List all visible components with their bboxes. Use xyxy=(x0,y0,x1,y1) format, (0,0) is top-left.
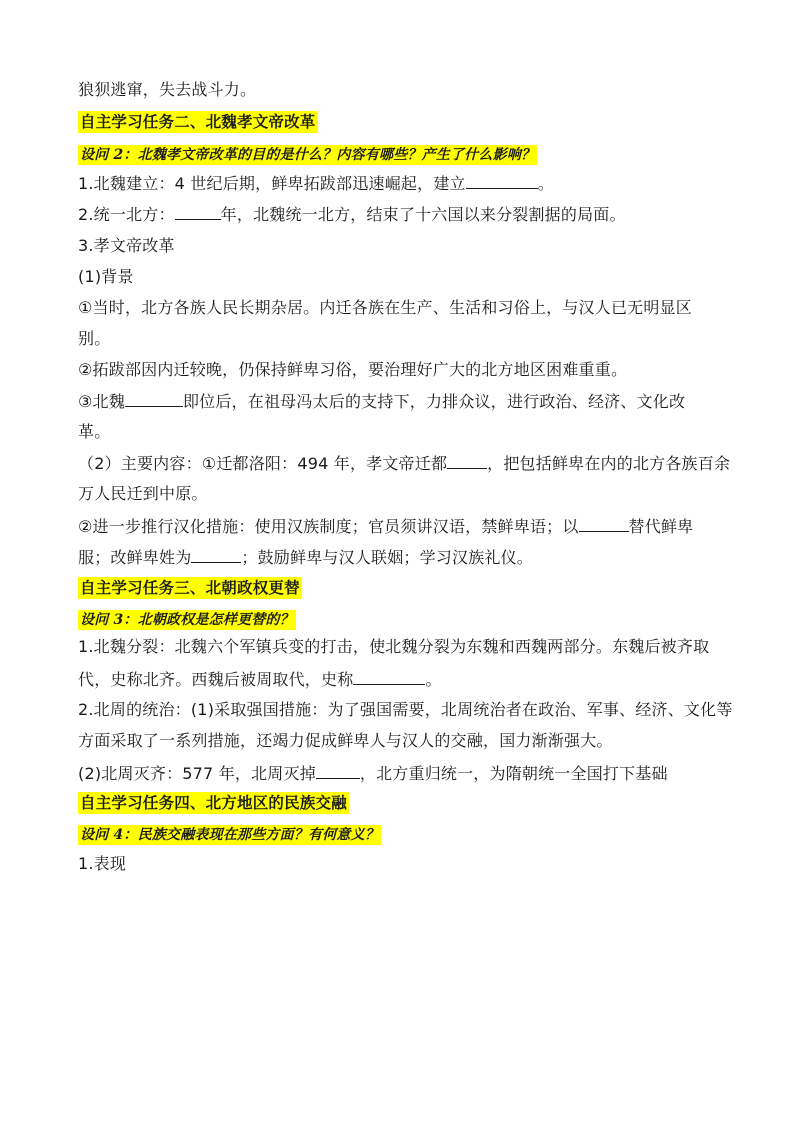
task-heading-4 xyxy=(78,792,349,814)
text-line xyxy=(78,297,692,319)
text-line xyxy=(78,359,627,381)
line-text: 2.统一北方： xyxy=(78,205,175,224)
line-text: ②拓跋部因内迁较晚，仍保持鲜卑习俗，要治理好广大的北方地区困难重重。 xyxy=(78,360,628,379)
line-text: 即位后，在祖母冯太后的支持下，力排众议，进行政治、经济、文化改 xyxy=(182,392,686,411)
line-text: （2）主要内容：①迁都洛阳：494 年，孝文帝迁都 xyxy=(78,454,448,473)
fill-blank[interactable] xyxy=(175,203,221,220)
task-heading-text: 自主学习任务二、北魏孝文帝改革 xyxy=(80,113,316,131)
line-text: 。 xyxy=(537,174,554,193)
line-text: ，北方重归统一，为隋朝统一全国打下基础 xyxy=(359,764,668,783)
task-heading-2 xyxy=(78,111,318,133)
text-line xyxy=(78,203,626,226)
text-line xyxy=(78,515,693,538)
task-heading-text: 自主学习任务三、北朝政权更替 xyxy=(80,579,300,597)
line-text: (1)背景 xyxy=(78,267,134,286)
line-text: ③北魏 xyxy=(78,392,125,411)
text-line xyxy=(78,266,134,288)
fill-blank[interactable] xyxy=(447,452,487,469)
line-text: 替代鲜卑 xyxy=(628,517,694,536)
line-text: (2)北周灭齐：577 年，北周灭掉 xyxy=(78,764,316,783)
text-line xyxy=(78,79,256,101)
fill-blank[interactable] xyxy=(466,172,538,189)
fill-blank[interactable] xyxy=(579,515,629,532)
line-text: ①当时，北方各族人民长期杂居。内迁各族在生产、生活和习俗上，与汉人已无明显区 xyxy=(78,298,692,317)
fill-blank[interactable] xyxy=(353,668,425,685)
question-2 xyxy=(78,143,537,165)
line-text: 方面采取了一系列措施，还竭力促成鲜卑人与汉人的交融，国力渐渐强大。 xyxy=(78,731,613,750)
line-text: 别。 xyxy=(78,329,111,348)
line-text: 革。 xyxy=(78,422,111,441)
task-heading-3 xyxy=(78,577,302,599)
text-line xyxy=(78,452,730,475)
question-4 xyxy=(78,823,381,845)
text-line xyxy=(78,421,110,443)
question-text: 设问 3：北朝政权是怎样更替的？ xyxy=(80,612,294,628)
question-text: 设问 4：民族交融表现在那些方面？有何意义？ xyxy=(80,827,380,843)
line-text: 代，史称北齐。西魏后被周取代，史称 xyxy=(78,670,354,689)
line-text: ；鼓励鲜卑与汉人联姻；学习汉族礼仪。 xyxy=(241,548,534,567)
text-line xyxy=(78,668,442,691)
text-line xyxy=(78,636,709,658)
text-line xyxy=(78,328,110,350)
text-line xyxy=(78,730,613,752)
line-text: ，把包括鲜卑在内的北方各族百余 xyxy=(487,454,731,473)
line-text: 服；改鲜卑姓为 xyxy=(78,548,192,567)
text-line xyxy=(78,235,175,257)
line-text: 万人民迁到中原。 xyxy=(78,484,208,503)
line-text: ②进一步推行汉化措施：使用汉族制度；官员须讲汉语，禁鲜卑语；以 xyxy=(78,517,579,536)
question-3 xyxy=(78,608,296,630)
text-line xyxy=(78,699,733,721)
text-line xyxy=(78,390,685,413)
line-text: 1.北魏分裂：北魏六个军镇兵变的打击，使北魏分裂为东魏和西魏两部分。东魏后被齐取 xyxy=(78,637,710,656)
line-text: 狼狈逃窜，失去战斗力。 xyxy=(78,80,257,99)
fill-blank[interactable] xyxy=(316,762,360,779)
question-text: 设问 2：北魏孝文帝改革的目的是什么？内容有哪些？产生了什么影响？ xyxy=(80,147,536,163)
line-text: 年，北魏统一北方，结束了十六国以来分裂割据的局面。 xyxy=(220,205,626,224)
text-line xyxy=(78,172,554,195)
text-line xyxy=(78,546,533,569)
fill-blank[interactable] xyxy=(191,546,241,563)
task-heading-text: 自主学习任务四、北方地区的民族交融 xyxy=(80,794,347,812)
text-line xyxy=(78,853,126,875)
line-text: 1.北魏建立：4 世纪后期，鲜卑拓跋部迅速崛起，建立 xyxy=(78,174,466,193)
fill-blank[interactable] xyxy=(125,390,183,407)
text-line xyxy=(78,483,208,505)
line-text: 3.孝文帝改革 xyxy=(78,236,175,255)
line-text: 。 xyxy=(425,670,442,689)
line-text: 1.表现 xyxy=(78,854,127,873)
text-line xyxy=(78,762,668,785)
line-text: 2.北周的统治：(1)采取强国措施：为了强国需要，北周统治者在政治、军事、经济、文化等 xyxy=(78,700,733,719)
